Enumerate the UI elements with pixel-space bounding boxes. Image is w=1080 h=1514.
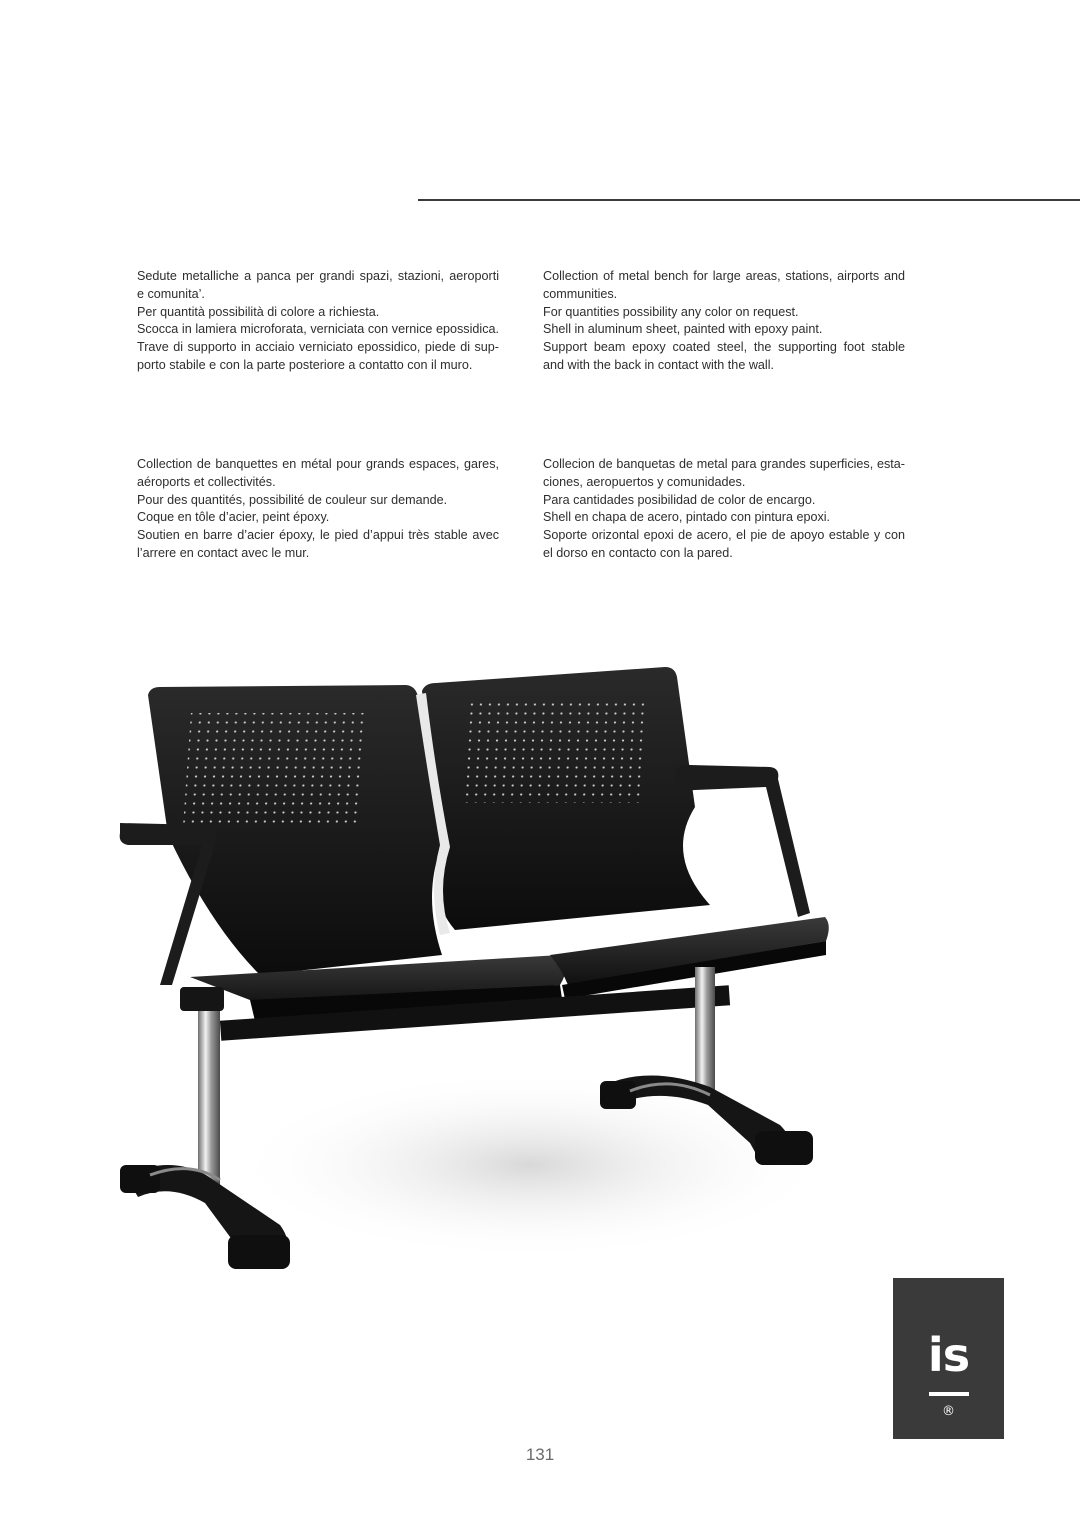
description-line: aéroports et collectivités. bbox=[137, 474, 276, 489]
description-line: Scocca in lamiera microforata, verniciata con vernice epossidica. bbox=[137, 322, 499, 337]
description-line: Shell in aluminum sheet, painted with epoxy paint. bbox=[543, 322, 823, 337]
page-number: 131 bbox=[525, 1445, 555, 1464]
description-line: Collection de banquettes en métal pour grands espaces, gares, bbox=[137, 457, 499, 471]
description-line: Collecion de banquetas de metal para grandes superficies, esta- bbox=[543, 457, 905, 471]
description-english bbox=[543, 268, 905, 375]
logo-letters: is bbox=[927, 1328, 970, 1382]
description-line: Collection of metal bench for large areas, stations, airports and bbox=[543, 269, 905, 283]
registered-mark: ® bbox=[942, 1404, 955, 1419]
description-line: Sedute metalliche a panca per grandi spazi, stazioni, aeroporti bbox=[137, 269, 499, 283]
description-line: l’arrere en contact avec le mur. bbox=[137, 545, 310, 560]
description-italian bbox=[137, 268, 499, 375]
header-rule bbox=[418, 199, 1080, 201]
description-spanish bbox=[543, 456, 905, 563]
description-line: ciones, aeropuertos y comunidades. bbox=[543, 474, 746, 489]
description-line: For quantities possibility any color on request. bbox=[543, 304, 799, 319]
description-line: e comunita’. bbox=[137, 286, 205, 301]
description-line: Pour des quantités, possibilité de couleur sur demande. bbox=[137, 492, 448, 507]
description-line: Coque en tôle d’acier, peint époxy. bbox=[137, 510, 330, 525]
description-line: el dorso en contacto con la pared. bbox=[543, 545, 733, 560]
description-line: Support beam epoxy coated steel, the supporting foot stable bbox=[543, 340, 905, 355]
description-line: porto stabile e con la parte posteriore a contatto con il muro. bbox=[137, 357, 473, 372]
description-french bbox=[137, 456, 499, 563]
description-line: Trave di supporto in acciaio verniciato epossidico, piede di sup- bbox=[137, 340, 499, 355]
description-line: Soutien en barre d’acier époxy, le pied d’appui très stable avec bbox=[137, 528, 499, 543]
description-line: Soporte orizontal epoxi de acero, el pie de apoyo estable y con bbox=[543, 528, 905, 543]
description-line: and with the back in contact with the wall. bbox=[543, 357, 775, 372]
description-line: Per quantità possibilità di colore a richiesta. bbox=[137, 304, 380, 319]
description-line: Para cantidades posibilidad de color de encargo. bbox=[543, 492, 816, 507]
logo-underline bbox=[929, 1392, 969, 1396]
bench-product-image bbox=[110, 655, 850, 1315]
brand-logo bbox=[893, 1278, 1004, 1439]
description-line: communities. bbox=[543, 286, 618, 301]
description-line: Shell en chapa de acero, pintado con pintura epoxi. bbox=[543, 510, 831, 525]
